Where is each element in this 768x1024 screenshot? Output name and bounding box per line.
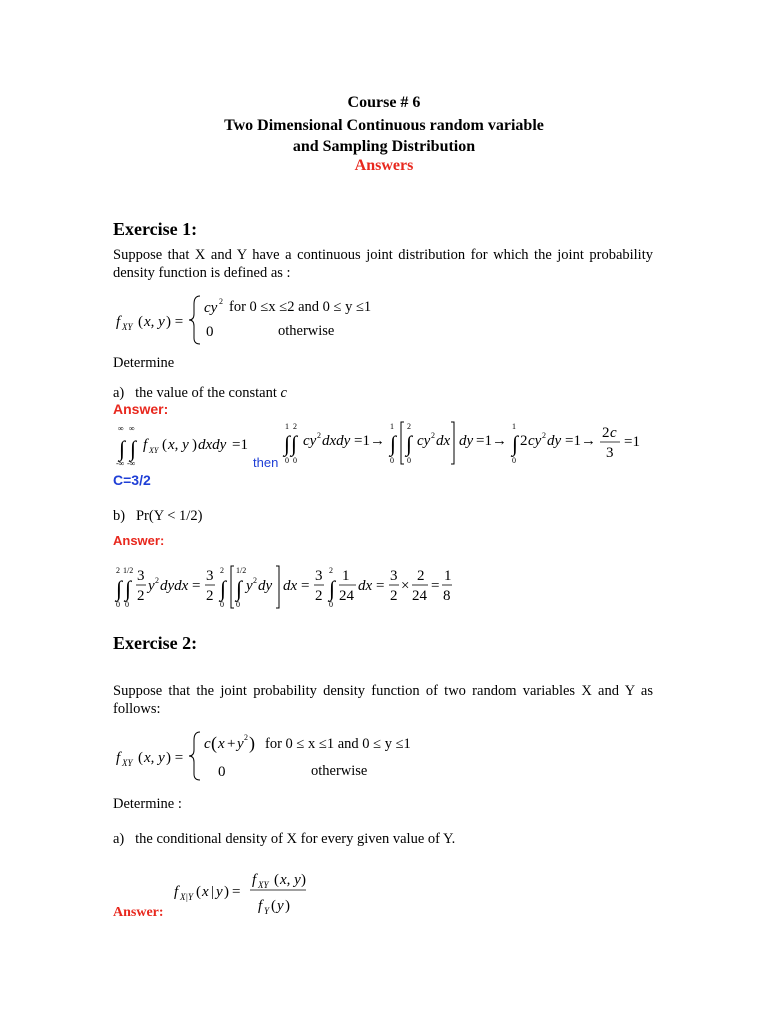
svg-text:2: 2: [116, 566, 120, 575]
exercise-1-pdf-condition: for 0 ≤x ≤2 and 0 ≤ y ≤1: [229, 299, 372, 315]
svg-text:): ): [301, 872, 306, 888]
svg-text:=1→: =1→: [354, 433, 385, 449]
svg-text:=: =: [431, 578, 440, 594]
title-line-1: Two Dimensional Continuous random variable: [224, 117, 544, 134]
svg-text:): ): [192, 437, 197, 453]
svg-text:∫: ∫: [284, 431, 291, 456]
svg-text:dy: dy: [258, 578, 273, 594]
svg-text:x: x: [202, 884, 209, 900]
svg-text:∞: ∞: [118, 424, 124, 433]
svg-text:3: 3: [606, 445, 614, 461]
svg-text:x, y: x, y: [280, 872, 301, 888]
svg-text:2: 2: [244, 733, 248, 742]
svg-text:y: y: [237, 736, 244, 752]
svg-text:2: 2: [602, 425, 610, 441]
svg-text:1: 1: [342, 568, 350, 584]
svg-text:): ): [249, 733, 255, 753]
svg-text:1: 1: [285, 422, 289, 431]
exercise-1-answer-a-label: Answer:: [113, 401, 169, 417]
exercise-1-part-b: [113, 507, 202, 525]
svg-text:f: f: [258, 898, 263, 914]
svg-text:2: 2: [431, 431, 435, 440]
svg-text:XY: XY: [122, 758, 133, 768]
svg-text:(: (: [138, 750, 143, 766]
svg-text:2: 2: [253, 576, 257, 585]
exercise-1-determine: Determine: [113, 355, 175, 371]
exercise-1-part-a: [113, 384, 287, 402]
svg-text:cy: cy: [528, 433, 542, 449]
exercise-2-conditional-formula: [170, 866, 320, 920]
exercise-1-then: then: [253, 455, 279, 470]
exercise-1-answer-b-formula: [110, 560, 460, 614]
svg-text:dx: dx: [436, 433, 451, 449]
exercise-1-answer-b-label: Answer:: [113, 533, 165, 548]
svg-text:∫: ∫: [220, 576, 227, 601]
exercise-1-pdf-otherwise: otherwise: [278, 323, 335, 339]
svg-text:24: 24: [339, 588, 354, 604]
svg-text:=1→: =1→: [565, 433, 596, 449]
answers-heading: Answers: [354, 157, 414, 174]
ex2-part-a-prefix: a): [113, 831, 125, 847]
svg-text:0: 0: [116, 600, 120, 609]
svg-text:0: 0: [285, 456, 289, 465]
svg-text:dx: dx: [358, 578, 373, 594]
svg-text:=1: =1: [232, 437, 248, 453]
svg-text:0: 0: [390, 456, 394, 465]
svg-text:∫: ∫: [116, 576, 123, 601]
svg-text:2: 2: [293, 422, 297, 431]
svg-text:2: 2: [390, 588, 398, 604]
svg-text:2: 2: [317, 431, 321, 440]
svg-text:3: 3: [137, 568, 145, 584]
svg-text:dy: dy: [547, 433, 562, 449]
course-number: Course # 6: [347, 94, 421, 111]
svg-text:x, y: x, y: [168, 437, 189, 453]
svg-text:0: 0: [220, 600, 224, 609]
svg-text:2: 2: [315, 588, 323, 604]
svg-text:): ): [224, 884, 229, 900]
svg-text:8: 8: [443, 588, 451, 604]
svg-text:0: 0: [236, 600, 240, 609]
svg-text:∫: ∫: [125, 576, 132, 601]
svg-text:cy: cy: [417, 433, 431, 449]
svg-text:=: =: [301, 578, 310, 594]
svg-text:y: y: [277, 898, 284, 914]
exercise-2-pdf-zero: 0: [218, 764, 226, 780]
svg-text:∫: ∫: [329, 576, 336, 601]
svg-text:f: f: [116, 750, 121, 766]
svg-text:=: =: [376, 578, 385, 594]
svg-text:y: y: [216, 884, 223, 900]
svg-text:1/2: 1/2: [236, 566, 247, 575]
exercise-2-pdf-condition: for 0 ≤ x ≤1 and 0 ≤ y ≤1: [265, 736, 411, 752]
svg-text:=1→: =1→: [476, 433, 507, 449]
svg-text:dydx: dydx: [160, 578, 189, 594]
exercise-2-pdf-otherwise: otherwise: [311, 763, 368, 779]
svg-text:XY: XY: [258, 880, 269, 890]
svg-text:∫: ∫: [119, 436, 126, 461]
svg-text:∫: ∫: [130, 436, 137, 461]
svg-text:(: (: [271, 898, 276, 914]
svg-text:f: f: [252, 872, 257, 888]
svg-text:2: 2: [542, 431, 546, 440]
svg-text:0: 0: [293, 456, 297, 465]
svg-text:Y: Y: [264, 906, 270, 916]
svg-text:=: =: [232, 884, 241, 900]
svg-text:+: +: [227, 736, 236, 752]
svg-text:0: 0: [407, 456, 411, 465]
svg-text:24: 24: [412, 588, 427, 604]
svg-text:x, y: x, y: [144, 750, 165, 766]
svg-text:∫: ∫: [512, 431, 519, 456]
svg-text:=1: =1: [624, 434, 640, 450]
exercise-1-pdf-zero: 0: [206, 324, 214, 340]
svg-text:(: (: [274, 872, 279, 888]
svg-text:2: 2: [520, 433, 528, 449]
svg-text:): ): [285, 898, 290, 914]
svg-text:∞: ∞: [129, 424, 135, 433]
exercise-2-answer-label: Answer:: [113, 905, 164, 920]
exercise-1-answer-a-formula: [110, 418, 650, 474]
svg-text:(: (: [162, 437, 167, 453]
svg-text:c: c: [610, 425, 617, 441]
svg-text:y: y: [148, 578, 155, 594]
svg-text:(: (: [138, 314, 143, 330]
exercise-1-title: Exercise 1:: [113, 219, 198, 239]
svg-text:|: |: [211, 884, 215, 900]
svg-text:2: 2: [407, 422, 411, 431]
svg-text:c: c: [204, 736, 211, 752]
svg-text:∫: ∫: [236, 576, 243, 601]
svg-text:1: 1: [512, 422, 516, 431]
part-a-variable: c: [280, 385, 287, 401]
svg-text:dxdy: dxdy: [198, 437, 227, 453]
svg-text:(: (: [196, 884, 201, 900]
title-line-2: and Sampling Distribution: [292, 138, 476, 155]
svg-text:2: 2: [206, 588, 214, 604]
svg-text:3: 3: [315, 568, 323, 584]
svg-text:dx: dx: [283, 578, 298, 594]
exercise-2-intro: Suppose that the joint probability density function of two random variables X and Y as follows:: [113, 683, 653, 717]
svg-text:0: 0: [329, 600, 333, 609]
svg-text:2: 2: [137, 588, 145, 604]
svg-text:2: 2: [220, 566, 224, 575]
part-a-text: the value of the constant: [135, 385, 277, 401]
exercise-2-determine: Determine :: [113, 796, 182, 812]
svg-text:-∞: -∞: [127, 459, 136, 468]
svg-text:XY: XY: [149, 446, 159, 455]
svg-text:f: f: [174, 884, 179, 900]
svg-text:1: 1: [444, 568, 452, 584]
svg-text:XY: XY: [122, 322, 133, 332]
svg-text:X|Y: X|Y: [180, 892, 193, 902]
part-a-prefix: a): [113, 385, 125, 401]
svg-text:∫: ∫: [291, 431, 298, 456]
svg-text:(: (: [211, 733, 217, 753]
svg-text:dxdy: dxdy: [322, 433, 351, 449]
svg-text:∫: ∫: [406, 431, 413, 456]
svg-text:=: =: [192, 578, 201, 594]
svg-text:) =: ) =: [166, 314, 184, 330]
svg-text:cy: cy: [204, 300, 218, 316]
exercise-1-intro: Suppose that X and Y have a continuous joint distribution for which the joint probability density function is defined as :: [113, 247, 653, 281]
svg-text:1/2: 1/2: [123, 566, 134, 575]
svg-text:-∞: -∞: [116, 459, 125, 468]
part-b-text: Pr(Y < 1/2): [135, 508, 203, 524]
exercise-2-title: Exercise 2:: [113, 633, 198, 653]
ex2-part-a-text: the conditional density of X for every given value of Y.: [135, 831, 456, 847]
svg-text:0: 0: [512, 456, 516, 465]
exercise-2-part-a: [113, 830, 455, 848]
svg-text:y: y: [246, 578, 253, 594]
svg-text:2: 2: [417, 568, 425, 584]
svg-text:3: 3: [206, 568, 214, 584]
svg-text:x, y: x, y: [144, 314, 165, 330]
svg-text:2: 2: [155, 576, 159, 585]
svg-text:0: 0: [125, 600, 129, 609]
svg-text:x: x: [218, 736, 225, 752]
svg-text:) =: ) =: [166, 750, 184, 766]
svg-text:f: f: [143, 437, 148, 453]
svg-text:2: 2: [219, 297, 223, 306]
svg-text:f: f: [116, 314, 121, 330]
part-b-prefix: b): [113, 508, 126, 524]
svg-text:∫: ∫: [390, 431, 397, 456]
svg-text:×: ×: [401, 578, 410, 594]
svg-text:1: 1: [390, 422, 394, 431]
svg-text:cy: cy: [303, 433, 317, 449]
svg-text:dy: dy: [459, 433, 474, 449]
svg-text:2: 2: [329, 566, 333, 575]
svg-text:3: 3: [390, 568, 398, 584]
exercise-1-result-c: C=3/2: [113, 472, 151, 488]
